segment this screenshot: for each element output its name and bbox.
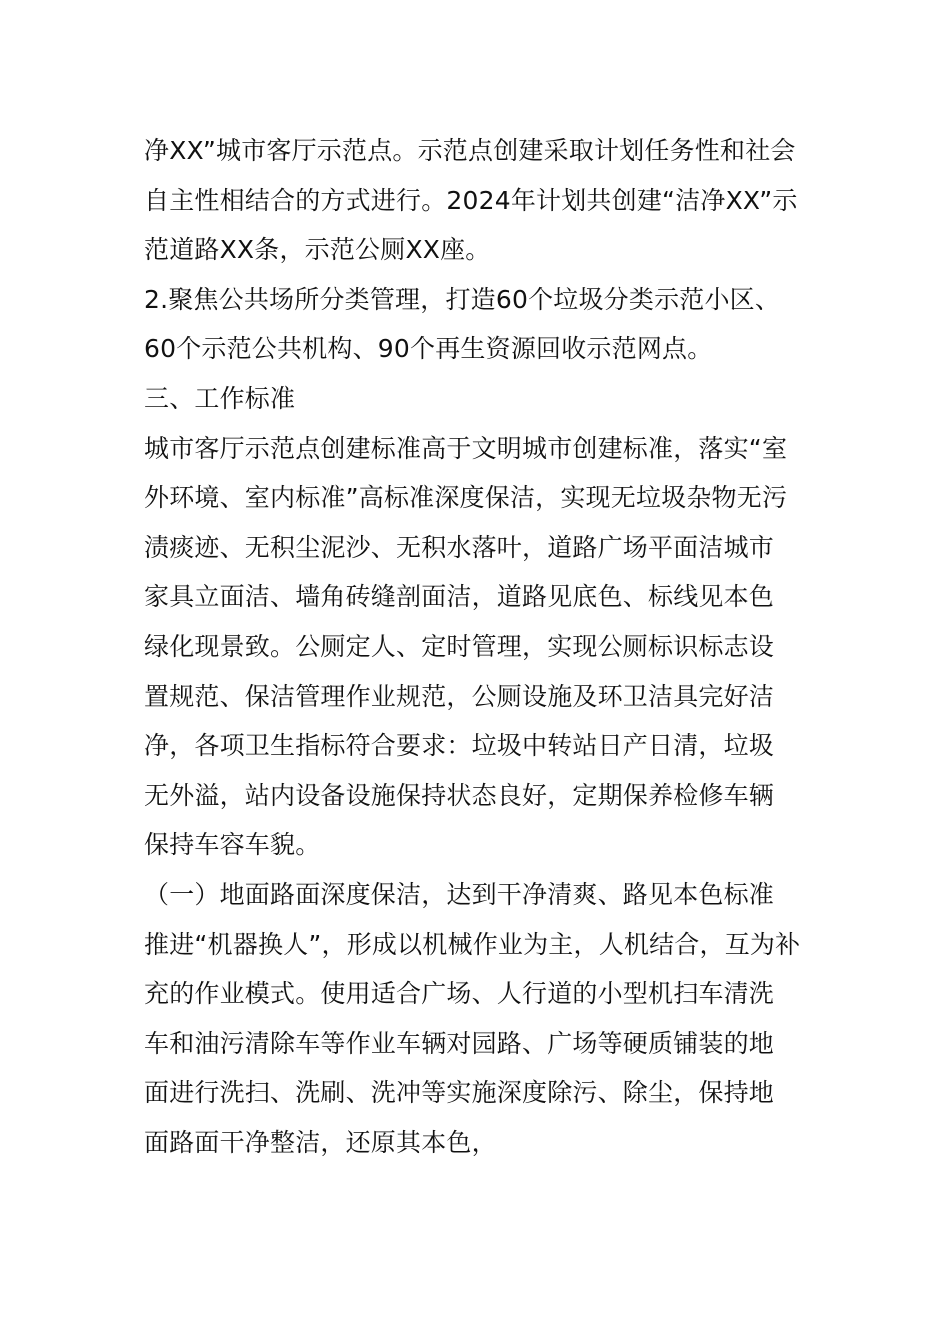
text-line: 绿化现景致。公厕定人、定时管理，实现公厕标识标志设	[144, 631, 775, 661]
text-line: 家具立面洁、墙角砖缝剖面洁，道路见底色、标线见本色	[144, 582, 775, 612]
text-line: 净XX”城市客厅示范点。示范点创建采取计划任务性和社会	[144, 136, 796, 165]
text-line: 车和油污清除车等作业车辆对园路、广场等硬质铺装的地	[144, 1028, 775, 1058]
text-line: 净，各项卫生指标符合要求：垃圾中转站日产日清，垃圾	[144, 731, 775, 761]
paragraph-item-2	[144, 275, 812, 374]
text-line: 充的作业模式。使用适合广场、人行道的小型机扫车清洗	[144, 979, 775, 1009]
section-heading-work-standards	[144, 374, 812, 424]
text-line: （一）地面路面深度保洁，达到干净清爽、路见本色标准	[144, 879, 775, 909]
text-line: 60个示范公共机构、90个再生资源回收示范网点。	[144, 334, 713, 364]
paragraph-demonstration-sites	[144, 126, 812, 275]
text-line: 面路面干净整洁，还原其本色，	[144, 1127, 497, 1157]
paragraph-ground-cleaning	[144, 870, 812, 1168]
text-line: 保持车容车貌。	[144, 830, 321, 860]
text-line: 范道路XX条，示范公厕XX座。	[144, 235, 491, 265]
section-heading-text: 三、工作标准	[144, 383, 296, 413]
document-body	[144, 126, 812, 1167]
text-line: 推进“机器换人”，形成以机械作业为主，人机结合，互为补	[144, 929, 801, 959]
text-line: 无外溢，站内设备设施保持状态良好，定期保养检修车辆	[144, 780, 775, 810]
text-line: 外环境、室内标准”高标准深度保洁，实现无垃圾杂物无污	[144, 483, 788, 513]
text-line: 城市客厅示范点创建标准高于文明城市创建标准，落实“室	[144, 433, 788, 463]
text-line: 2.聚焦公共场所分类管理，打造60个垃圾分类示范小区、	[144, 284, 781, 314]
text-line: 渍痰迹、无积尘泥沙、无积水落叶，道路广场平面洁城市	[144, 532, 775, 562]
text-line: 置规范、保洁管理作业规范，公厕设施及环卫洁具完好洁	[144, 681, 775, 711]
paragraph-standards	[144, 424, 812, 870]
text-line: 自主性相结合的方式进行。2024年计划共创建“洁净XX”示	[144, 185, 798, 215]
text-line: 面进行洗扫、洗刷、洗冲等实施深度除污、除尘，保持地	[144, 1078, 775, 1108]
